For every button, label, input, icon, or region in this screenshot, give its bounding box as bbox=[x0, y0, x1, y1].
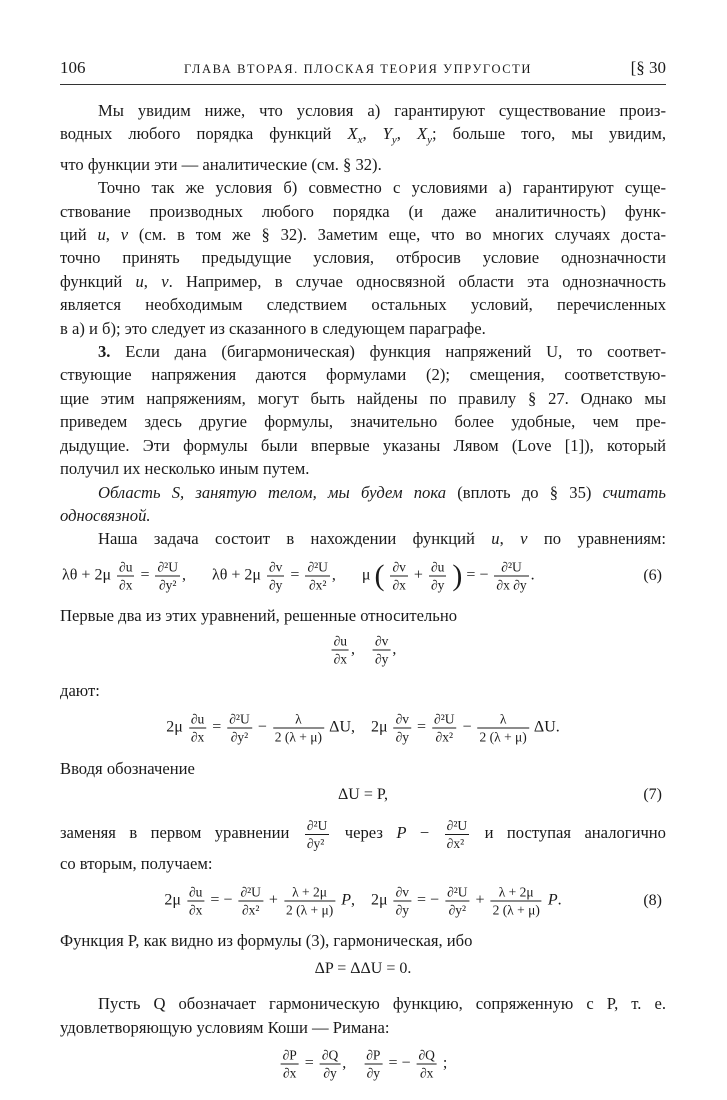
page-number: 106 bbox=[60, 58, 86, 77]
p4-line1: Область S, занятую телом, мы будем пока (вплоть до § 35) считать bbox=[98, 482, 666, 502]
p3-line3: щие этим напряжениям, могут быть найдены по правилу § 27. Однако мы bbox=[60, 388, 666, 408]
p6-line: Первые два из этих уравнений, решенные относительно bbox=[60, 605, 458, 625]
p2-line3: ций u, v (см. в том же § 32). Заметим еще, что во многих случаях доста- bbox=[60, 225, 667, 245]
p3-line4: приведем здесь другие формулы, значительно более удобные, чем пре- bbox=[60, 412, 666, 432]
equation-8: 2μ $\frac{\partial u}{\partial x}$ = − $\frac{\text{∂²U}}{\text{∂x²}}$ + $\frac{\lambda + 2\mu}{2 (\lambda + \mu)}$ P, 2μ $\frac{\partial v}{\partial y}$ = − $\frac{\text{∂²U}}{\text{∂y²}}$ + $\frac{\lambda + 2\mu}{2 (\lambda + \mu)}$ P. (8) bbox=[164, 884, 662, 918]
p2-line2: ствование производных любого порядка (и даже аналитичность) функ- bbox=[60, 201, 666, 221]
p8-line: Вводя обозначение bbox=[60, 758, 195, 778]
p4-line2: односвязной. bbox=[60, 505, 151, 525]
p2-line6: является необходимым следствием остальных условий, перечисленных bbox=[60, 295, 666, 315]
equation-cauchy-riemann: $\frac{\partial P}{\partial x}$ = $\frac{\partial Q}{\partial y}$ , $\frac{\partial P}{\partial y}$ = − $\frac{\partial Q}{\partial x}$ ; bbox=[282, 1047, 448, 1081]
p11-line2: удовлетворяющую условиям Коши — Римана: bbox=[60, 1017, 390, 1037]
p9-line2: со вторым, получаем: bbox=[60, 853, 213, 873]
p2-line1: Точно так же условия б) совместно с условиями а) гарантируют суще- bbox=[98, 178, 666, 198]
page bbox=[60, 58, 666, 1089]
p3-line2: ствующие напряжения даются формулами (2); смещения, соответствую- bbox=[60, 365, 666, 385]
equation-8-number: (8) bbox=[643, 892, 662, 910]
equation-6-number: (6) bbox=[643, 566, 662, 584]
equation-solved: 2μ $\frac{\partial u}{\partial x}$ = $\frac{\text{∂²U}}{\text{∂y²}}$ − $\frac{\lambda}{2 (\lambda + \mu)}$ ΔU, 2μ $\frac{\partial v}{\partial y}$ = $\frac{\text{∂²U}}{\text{∂x²}}$ − $\frac{\lambda}{2 (\lambda + \mu)}$ ΔU. bbox=[166, 711, 560, 745]
running-header bbox=[60, 58, 666, 85]
p1-line2: водных любого порядка функций $X_x$, $Y_y$, $X_y$; больше того, мы увидим, bbox=[60, 124, 666, 147]
p11-line1: Пусть Q обозначает гармоническую функцию, сопряженную с P, т. е. bbox=[98, 994, 666, 1014]
equation-7-number: (7) bbox=[643, 785, 662, 803]
running-title: ГЛАВА ВТОРАЯ. ПЛОСКАЯ ТЕОРИЯ УПРУГОСТИ bbox=[184, 62, 533, 76]
p1-line3: что функции эти — аналитические (см. § 32). bbox=[60, 154, 382, 174]
p10-line: Функция P, как видно из формулы (3), гармоническая, ибо bbox=[60, 931, 473, 951]
p7-line: дают: bbox=[60, 681, 100, 701]
p3-line6: получил их несколько иным путем. bbox=[60, 459, 310, 479]
p9-line1: заменяя в первом уравнении $\frac{\text{∂²U}}{\text{∂y²}}$ через P − $\frac{\text{∂²U}}{\text{∂x²}}$ и поступая аналогично bbox=[60, 817, 666, 851]
p2-line7: в а) и б); это следует из сказанного в следующем параграфе. bbox=[60, 318, 486, 338]
equation-6: λθ + 2μ $\frac{\partial u}{\partial x}$ = $\frac{\text{∂²U}}{\text{∂y²}}$ , λθ + 2μ $\frac{\partial v}{\partial y}$ = $\frac{\text{∂²U}}{\text{∂x²}}$ , μ ( $\frac{\partial v}{\partial x}$ + $\frac{\partial u}{\partial y}$ ) = − $\frac{\text{∂²U}}{\partial x \partial y}$ . (6) bbox=[62, 558, 662, 593]
p2-line5: функций u, v. Например, в случае односвязной области эта однозначность bbox=[60, 271, 667, 291]
equation-harmonic: ΔP = ΔΔU = 0. bbox=[314, 960, 412, 978]
section-ref: [§ 30 bbox=[630, 58, 666, 77]
p2-line4: точно принять предыдущие условия, отбросив условие однозначности bbox=[60, 248, 666, 268]
p3-line1: 3. Если дана (бигармоническая) функция напряжений U, то соответ- bbox=[98, 342, 666, 362]
p1-line1: Мы увидим ниже, что условия а) гарантируют существование произ- bbox=[98, 101, 666, 120]
p5-line: Наша задача состоит в нахождении функций u, v по уравнениям: bbox=[98, 529, 667, 549]
equation-7: ΔU = P, (7) bbox=[338, 785, 662, 803]
p3-line5: дыдущие. Эти формулы были впервые указаны Лявом (Love [1]), который bbox=[60, 435, 666, 455]
equation-derivatives: $\frac{\partial u}{\partial x}$ , $\frac{\partial v}{\partial y}$ , bbox=[333, 633, 397, 667]
